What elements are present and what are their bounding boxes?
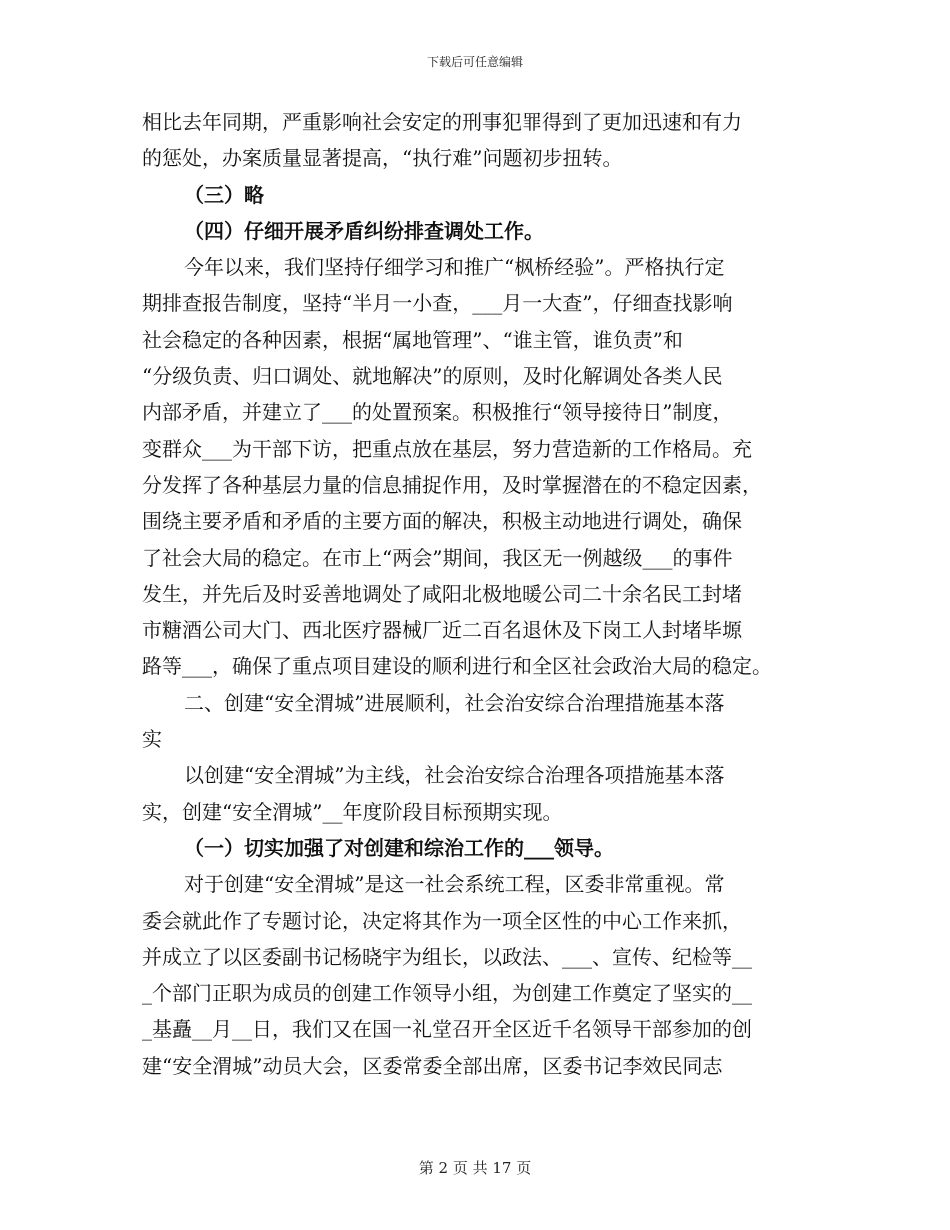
- paragraph-line: 了社会大局的稳定。在市上“两会”期间，我区无一例越级___的事件: [142, 545, 733, 570]
- paragraph-line: 并成立了以区委副书记杨晓宇为组长，以政法、___、宣传、纪检等__: [142, 944, 752, 969]
- paragraph-line: _个部门正职为成员的创建工作领导小组，为创建工作奠定了坚实的__: [142, 981, 752, 1006]
- paragraph-line: 以创建“安全渭城”为主线，社会治安综合治理各项措施基本落: [184, 763, 725, 788]
- section-heading: （一）切实加强了对创建和综治工作的___领导。: [184, 835, 614, 860]
- paragraph-line: 路等___，确保了重点项目建设的顺利进行和全区社会政治大局的稳定。: [142, 654, 772, 679]
- paragraph-line: “分级负责、归口调处、就地解决”的原则，及时化解调处各类人民: [142, 364, 723, 389]
- paragraph-line: 变群众___为干部下访，把重点放在基层，努力营造新的工作格局。充: [142, 436, 752, 461]
- paragraph-line: 实，创建“安全渭城”__年度阶段目标预期实现。: [142, 799, 563, 824]
- paragraph-line: 期排查报告制度，坚持“半月一小查，___月一大查”，仔细查找影响: [142, 291, 733, 316]
- paragraph-line: 社会稳定的各种因素，根据“属地管理”、“谁主管，谁负责”和: [142, 327, 683, 352]
- paragraph-line: 发生，并先后及时妥善地调处了咸阳北极地暖公司二十余名民工封堵: [142, 581, 742, 606]
- paragraph-line: 二、创建“安全渭城”进展顺利，社会治安综合治理措施基本落: [184, 690, 725, 715]
- paragraph-line: 相比去年同期，严重影响社会安定的刑事犯罪得到了更加迅速和有力: [142, 110, 742, 134]
- paragraph-line: 建“安全渭城”动员大会，区委常委全部出席，区委书记李效民同志: [142, 1053, 723, 1078]
- section-heading: （四）仔细开展矛盾纠纷排查调处工作。: [184, 218, 544, 243]
- paragraph-line: 的惩处，办案质量显著提高，“执行难”问题初步扭转。: [142, 146, 623, 171]
- paragraph-line: 实: [142, 727, 162, 752]
- page-header: 下载后可任意编辑: [426, 55, 523, 69]
- paragraph-line: 对于创建“安全渭城”是这一社会系统工程，区委非常重视。常: [184, 872, 725, 897]
- paragraph-line: 委会就此作了专题讨论，决定将其作为一项全区性的中心工作来抓，: [142, 908, 742, 933]
- paragraph-line: _基矗__月__日，我们又在国一礼堂召开全区近千名领导干部参加的创: [142, 1017, 752, 1042]
- paragraph-line: 今年以来，我们坚持仔细学习和推广“枫桥经验”。严格执行定: [184, 255, 725, 280]
- section-heading: （三）略: [184, 182, 264, 207]
- page-footer: 第 2 页 共 17 页: [418, 1159, 532, 1177]
- paragraph-line: 市糖酒公司大门、西北医疗器械厂近二百名退休及下岗工人封堵毕塬: [142, 618, 742, 643]
- paragraph-line: 围绕主要矛盾和矛盾的主要方面的解决，积极主动地进行调处，确保: [142, 509, 742, 534]
- document-body: [142, 104, 818, 1084]
- paragraph-line: 分发挥了各种基层力量的信息捕捉作用，及时掌握潜在的不稳定因素，: [142, 472, 762, 497]
- paragraph-line: 内部矛盾，并建立了___的处置预案。积极推行“领导接待日”制度，: [142, 400, 733, 425]
